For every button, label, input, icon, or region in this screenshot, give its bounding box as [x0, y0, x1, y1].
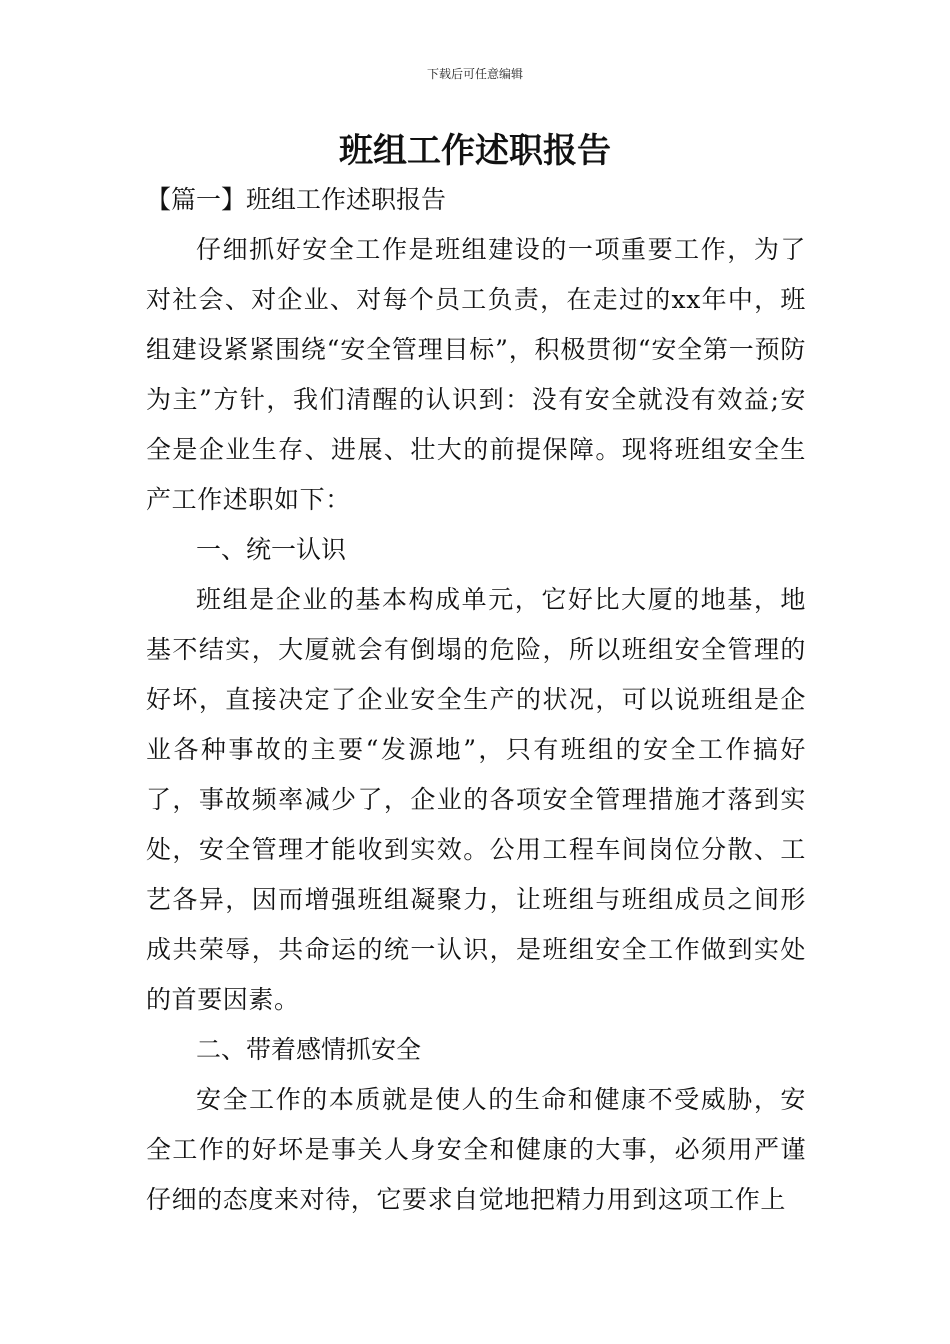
section-label: 【篇一】班组工作述职报告	[146, 185, 447, 214]
document-body	[146, 175, 806, 1225]
heading-unify-understanding: 一、统一认识	[196, 535, 347, 564]
paragraph-safety-with-care: 安全工作的本质就是使人的生命和健康不受威胁，安全工作的好坏是事关人身安全和健康的大事，必须用严谨仔细的态度来对待，它要求自觉地把精力用到这项工作上	[146, 1085, 806, 1214]
paragraph-intro: 仔细抓好安全工作是班组建设的一项重要工作，为了对社会、对企业、对每个员工负责，在走过的xx年中，班组建设紧紧围绕“安全管理目标”，积极贯彻“安全第一预防为主”方针，我们清醒的认识到：没有安全就没有效益;安全是企业生存、进展、壮大的前提保障。现将班组安全生产工作述职如下：	[146, 235, 806, 514]
heading-safety-with-care: 二、带着感情抓安全	[196, 1035, 422, 1064]
page-header-note: 下载后可任意编辑	[426, 67, 523, 81]
document-title: 班组工作述职报告	[339, 131, 611, 171]
paragraph-unify-understanding: 班组是企业的基本构成单元，它好比大厦的地基，地基不结实，大厦就会有倒塌的危险，所以班组安全管理的好坏，直接决定了企业安全生产的状况，可以说班组是企业各种事故的主要“发源地”，只有班组的安全工作搞好了，事故频率减少了，企业的各项安全管理措施才落到实处，安全管理才能收到实效。公用工程车间岗位分散、工艺各异，因而增强班组凝聚力，让班组与班组成员之间形成共荣辱，共命运的统一认识，是班组安全工作做到实处的首要因素。	[146, 585, 806, 1014]
